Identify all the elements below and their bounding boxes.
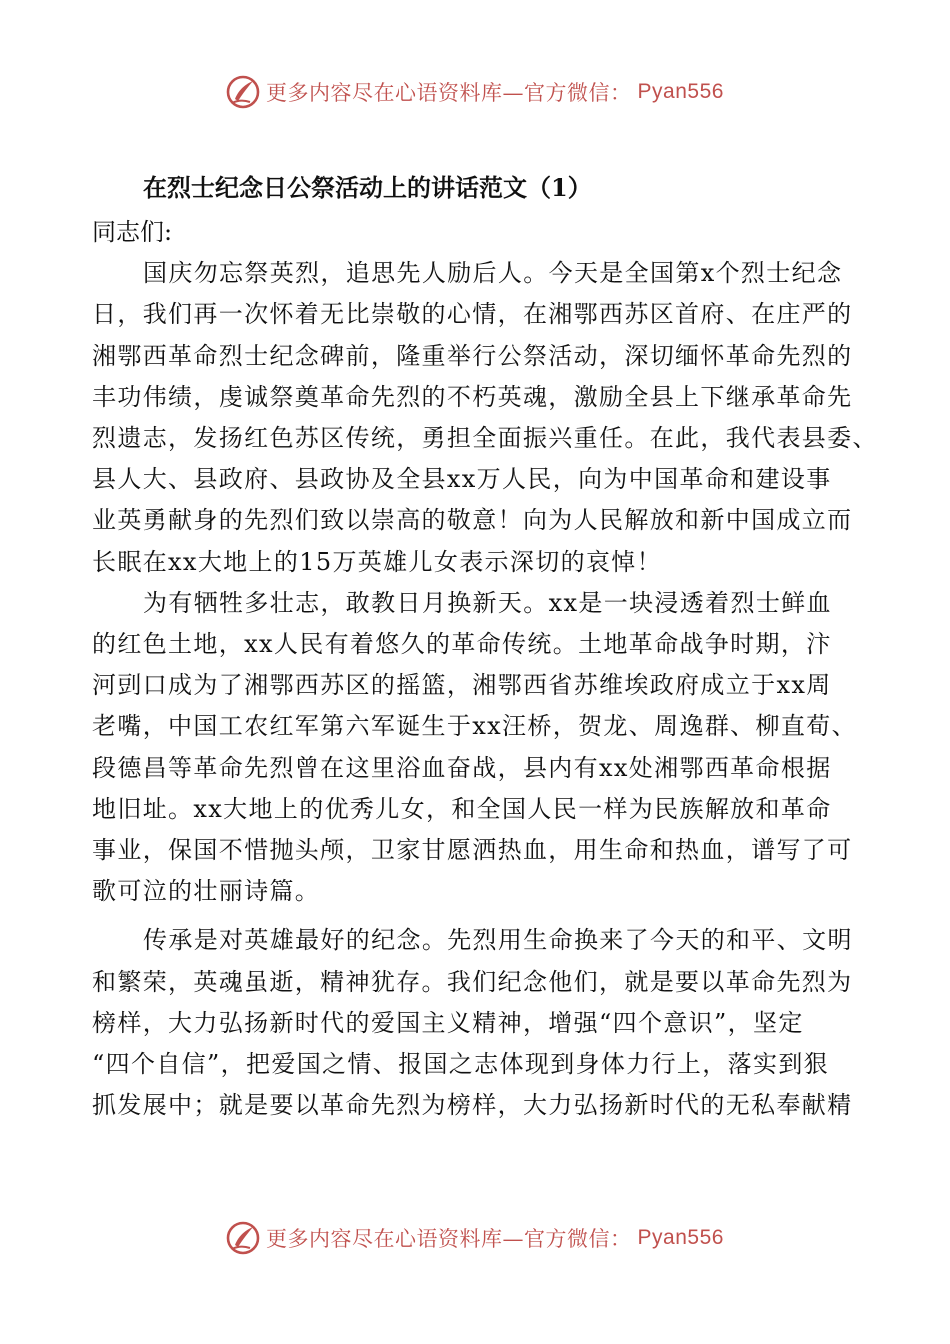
paragraph-1 — [92, 253, 878, 583]
paragraph-line: 传承是对英雄最好的纪念。先烈用生命换来了今天的和平、文明 — [143, 926, 853, 955]
paragraph-line: 和繁荣，英魂虽逝，精神犹存。我们纪念他们，就是要以革命先烈为 — [92, 967, 853, 996]
header-banner-wechat-id: Pyan556 — [637, 80, 724, 103]
brush-logo-icon — [226, 75, 260, 109]
paragraph-line: 老嘴，中国工农红军第六军诞生于xx汪桥，贺龙、周逸群、柳直荀、 — [92, 712, 857, 741]
paragraph-line: 为有牺牲多壮志，敢教日月换新天。xx是一块浸透着烈士鲜血 — [143, 588, 832, 617]
paragraph-line: 烈遗志，发扬红色苏区传统，勇担全面振兴重任。在此，我代表县委、 — [92, 424, 878, 453]
paragraph-line: 国庆勿忘祭英烈，追思先人励后人。今天是全国第x个烈士纪念 — [143, 259, 843, 288]
paragraph-line: 歌可泣的壮丽诗篇。 — [92, 877, 321, 906]
document-title: 在烈士纪念日公祭活动上的讲话范文（1） — [143, 173, 592, 202]
header-banner-text: 更多内容尽在心语资料库—官方微信： — [266, 81, 632, 105]
greeting: 同志们: — [92, 218, 173, 246]
paragraph-line: 业英勇献身的先烈们致以崇高的敬意！向为人民解放和新中国成立而 — [92, 506, 853, 535]
paragraph-line: 段德昌等革命先烈曾在这里浴血奋战，县内有xx处湘鄂西革命根据 — [92, 753, 832, 782]
paragraph-line: 县人大、县政府、县政协及全县xx万人民，向为中国革命和建设事 — [92, 465, 832, 494]
paragraph-line: 的红色土地，xx人民有着悠久的革命传统。土地革命战争时期，汴 — [92, 630, 832, 659]
header-banner-content — [226, 75, 724, 109]
paragraph-line: 榜样，大力弘扬新时代的爱国主义精神，增强“四个意识”，坚定 — [92, 1008, 804, 1037]
brush-logo-icon — [226, 1221, 260, 1255]
footer-banner-wechat-id: Pyan556 — [637, 1226, 724, 1249]
paragraph-line: 长眠在xx大地上的15万英雄儿女表示深切的哀悼！ — [92, 547, 663, 576]
paragraph-line: 抓发展中；就是要以革命先烈为榜样，大力弘扬新时代的无私奉献精 — [92, 1091, 853, 1120]
paragraph-line: 日，我们再一次怀着无比崇敬的心情，在湘鄂西苏区首府、在庄严的 — [92, 300, 853, 329]
paragraph-line: 地旧址。xx大地上的优秀儿女，和全国人民一样为民族解放和革命 — [92, 794, 832, 823]
footer-banner — [0, 1218, 950, 1258]
paragraph-gap — [92, 912, 872, 920]
paragraph-line: 湘鄂西革命烈士纪念碑前，隆重举行公祭活动，深切缅怀革命先烈的 — [92, 341, 853, 370]
document-body — [92, 212, 878, 1126]
footer-banner-text: 更多内容尽在心语资料库—官方微信： — [266, 1227, 632, 1251]
paragraph-3 — [92, 920, 872, 1126]
paragraph-line: 丰功伟绩，虔诚祭奠革命先烈的不朽英魂，激励全县上下继承革命先 — [92, 382, 853, 411]
paragraph-line: 河剅口成为了湘鄂西苏区的摇篮，湘鄂西省苏维埃政府成立于xx周 — [92, 671, 832, 700]
footer-banner-content — [226, 1221, 724, 1255]
header-banner — [0, 72, 950, 112]
paragraph-line: “四个自信”，把爱国之情、报国之志体现到身体力行上，落实到狠 — [92, 1050, 830, 1079]
paragraph-line: 事业，保国不惜抛头颅，卫家甘愿洒热血，用生命和热血，谱写了可 — [92, 836, 853, 865]
paragraph-2 — [92, 583, 872, 913]
